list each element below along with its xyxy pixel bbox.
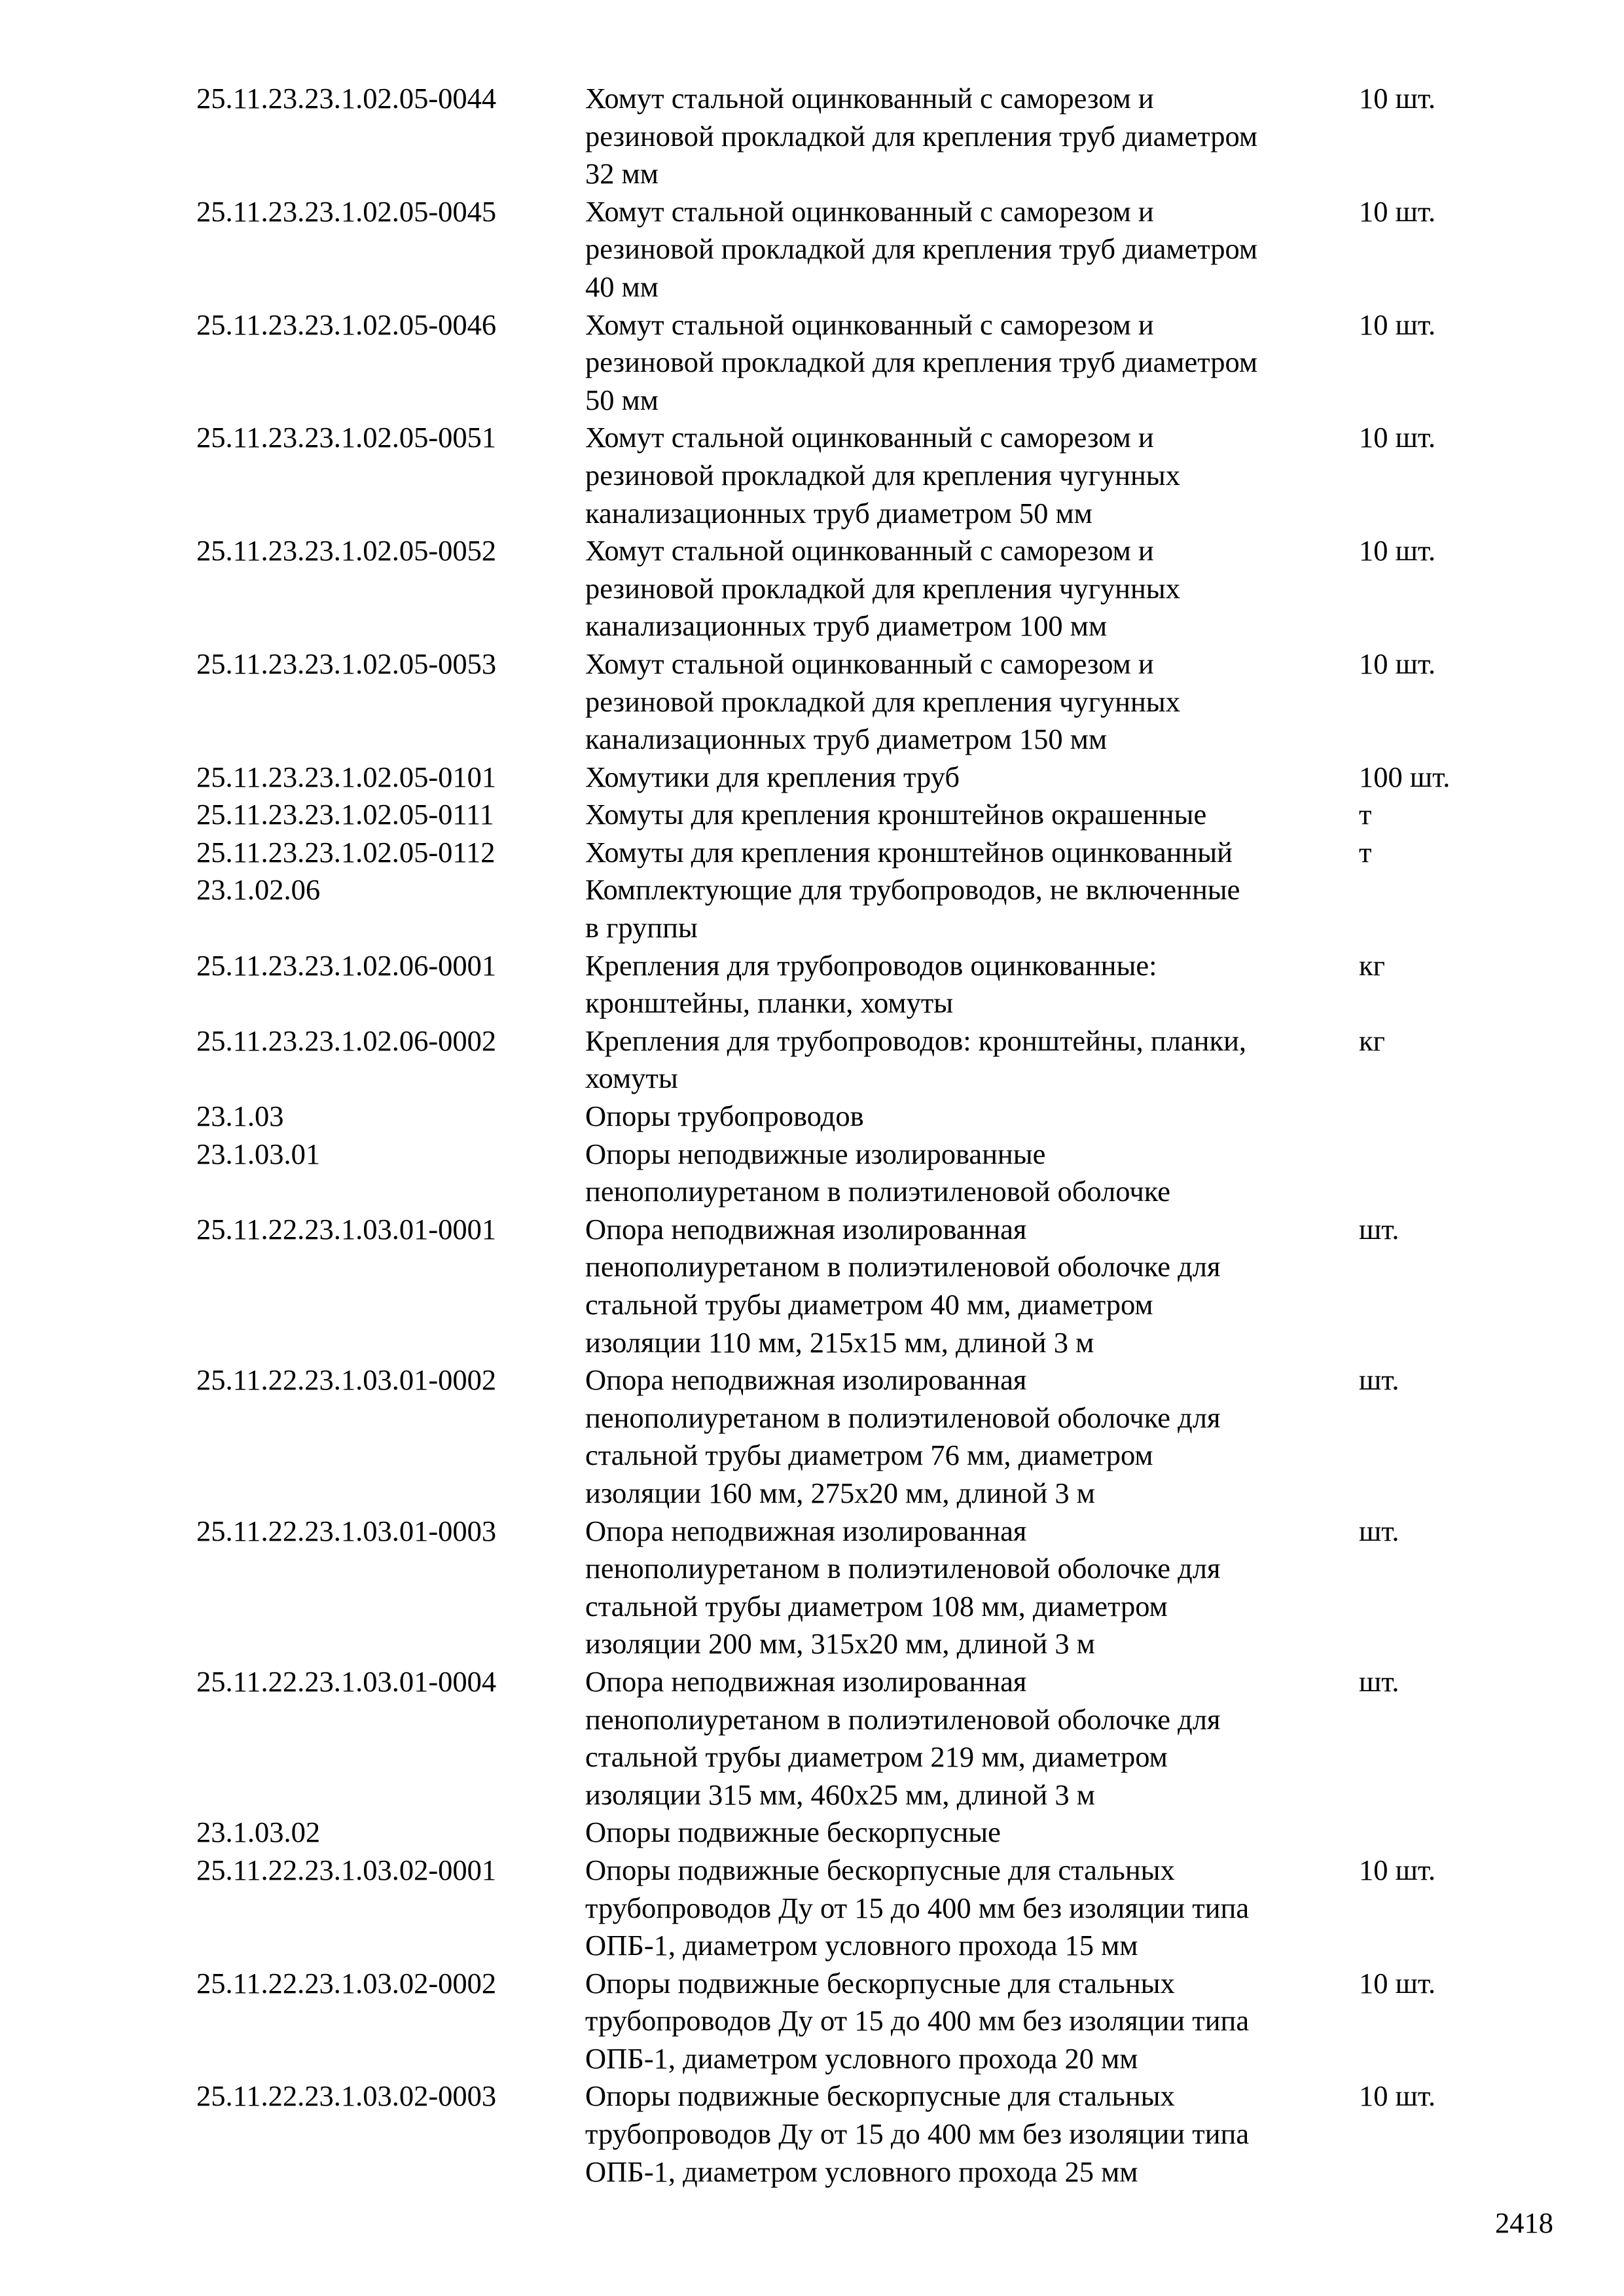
item-code: 25.11.23.23.1.02.05-0111 — [196, 798, 494, 831]
table-row — [196, 796, 1506, 834]
table-row — [196, 1136, 1506, 1211]
item-name: Опора неподвижная изолированная пенополиуретаном в полиэтиленовой оболочке для стальной трубы диаметром 76 мм, диаметром изоляции 160 мм, 275х20 мм, длиной 3 м — [585, 1363, 1221, 1509]
table-row — [196, 759, 1506, 797]
item-code: 25.11.23.23.1.02.05-0052 — [196, 534, 497, 567]
table-row — [196, 1663, 1506, 1814]
table-row — [196, 80, 1506, 193]
item-name: Опора неподвижная изолированная пенополиуретаном в полиэтиленовой оболочке для стальной трубы диаметром 40 мм, диаметром изоляции 110 мм, 215х15 мм, длиной 3 м — [585, 1212, 1221, 1359]
item-unit: кг — [1359, 948, 1385, 982]
item-code: 23.1.03.02 — [196, 1816, 321, 1849]
item-code: 25.11.22.23.1.03.01-0002 — [196, 1363, 497, 1397]
table-row — [196, 645, 1506, 759]
item-code: 25.11.22.23.1.03.02-0003 — [196, 2079, 497, 2113]
catalog-table — [196, 80, 1506, 2191]
item-unit: 10 шт. — [1359, 1966, 1436, 2000]
item-unit: 10 шт. — [1359, 1853, 1436, 1886]
item-unit: кг — [1359, 1024, 1385, 1057]
item-name: Крепления для трубопроводов оцинкованные: кронштейны, планки, хомуты — [585, 948, 1157, 1020]
table-row — [196, 871, 1506, 946]
item-unit: т — [1359, 835, 1372, 869]
item-name: Хомуты для крепления кронштейнов оцинкованный — [585, 835, 1233, 869]
item-code: 25.11.23.23.1.02.05-0053 — [196, 647, 497, 680]
item-unit: шт. — [1359, 1363, 1399, 1397]
item-code: 25.11.22.23.1.03.01-0004 — [196, 1664, 497, 1698]
item-name: Опоры подвижные бескорпусные для стальных трубопроводов Ду от 15 до 400 мм без изоляции типа ОПБ-1, диаметром условного прохода 15 мм — [585, 1853, 1250, 1962]
item-name: Комплектующие для трубопроводов, не включенные в группы — [585, 873, 1240, 944]
item-unit: 10 шт. — [1359, 308, 1436, 341]
item-code: 25.11.22.23.1.03.02-0002 — [196, 1966, 497, 2000]
table-row — [196, 1965, 1506, 2078]
item-unit: шт. — [1359, 1514, 1399, 1547]
item-code: 25.11.23.23.1.02.05-0101 — [196, 760, 497, 793]
item-unit: 10 шт. — [1359, 2079, 1436, 2113]
item-name: Опора неподвижная изолированная пенополиуретаном в полиэтиленовой оболочке для стальной трубы диаметром 219 мм, диаметром изоляции 315 мм, 460х25 мм, длиной 3 м — [585, 1664, 1221, 1811]
table-row — [196, 1361, 1506, 1512]
item-code: 23.1.03 — [196, 1100, 284, 1133]
table-row — [196, 1513, 1506, 1663]
item-name: Хомут стальной оцинкованный с саморезом и резиновой прокладкой для крепления чугунных канализационных труб диаметром 150 мм — [585, 647, 1180, 756]
item-unit: 10 шт. — [1359, 647, 1436, 680]
table-row — [196, 947, 1506, 1022]
item-name: Опоры подвижные бескорпусные — [585, 1816, 1001, 1849]
item-name: Крепления для трубопроводов: кронштейны, планки, хомуты — [585, 1024, 1247, 1095]
table-row — [196, 1211, 1506, 1361]
item-code: 25.11.22.23.1.03.01-0001 — [196, 1212, 497, 1246]
item-name: Хомут стальной оцинкованный с саморезом и резиновой прокладкой для крепления труб диаметром 50 мм — [585, 308, 1258, 416]
table-row — [196, 1098, 1506, 1136]
item-code: 25.11.23.23.1.02.05-0046 — [196, 308, 497, 341]
item-unit: 10 шт. — [1359, 421, 1436, 454]
table-row — [196, 1852, 1506, 1965]
item-code: 25.11.23.23.1.02.06-0001 — [196, 948, 497, 982]
item-unit: 10 шт. — [1359, 534, 1436, 567]
table-row — [196, 1814, 1506, 1852]
item-name: Хомут стальной оцинкованный с саморезом и резиновой прокладкой для крепления чугунных канализационных труб диаметром 50 мм — [585, 421, 1180, 529]
page-number: 2418 — [1495, 2206, 1553, 2239]
item-name: Опоры подвижные бескорпусные для стальных трубопроводов Ду от 15 до 400 мм без изоляции типа ОПБ-1, диаметром условного прохода 20 мм — [585, 1966, 1250, 2075]
item-name: Хомут стальной оцинкованный с саморезом и резиновой прокладкой для крепления труб диаметром 40 мм — [585, 194, 1258, 303]
item-code: 23.1.02.06 — [196, 873, 321, 906]
item-name: Хомутики для крепления труб — [585, 760, 960, 793]
item-code: 23.1.03.01 — [196, 1137, 321, 1170]
item-code: 25.11.23.23.1.02.06-0002 — [196, 1024, 497, 1057]
item-name: Опоры неподвижные изолированные пенополиуретаном в полиэтиленовой оболочке — [585, 1137, 1171, 1208]
table-row — [196, 419, 1506, 532]
item-unit: т — [1359, 798, 1372, 831]
table-row — [196, 532, 1506, 645]
item-code: 25.11.23.23.1.02.05-0051 — [196, 421, 497, 454]
item-unit: шт. — [1359, 1664, 1399, 1698]
item-code: 25.11.23.23.1.02.05-0044 — [196, 82, 497, 115]
item-name: Хомут стальной оцинкованный с саморезом и резиновой прокладкой для крепления труб диаметром 32 мм — [585, 82, 1258, 190]
item-name: Опоры трубопроводов — [585, 1100, 864, 1133]
item-code: 25.11.23.23.1.02.05-0045 — [196, 194, 497, 228]
item-unit: шт. — [1359, 1212, 1399, 1246]
item-unit: 100 шт. — [1359, 760, 1451, 793]
item-code: 25.11.23.23.1.02.05-0112 — [196, 835, 496, 869]
item-code: 25.11.22.23.1.03.01-0003 — [196, 1514, 497, 1547]
table-row — [196, 306, 1506, 420]
item-code: 25.11.22.23.1.03.02-0001 — [196, 1853, 497, 1886]
item-name: Хомуты для крепления кронштейнов окрашенные — [585, 798, 1207, 831]
table-row — [196, 1022, 1506, 1098]
table-row — [196, 2077, 1506, 2191]
item-unit: 10 шт. — [1359, 194, 1436, 228]
item-name: Опоры подвижные бескорпусные для стальных трубопроводов Ду от 15 до 400 мм без изоляции типа ОПБ-1, диаметром условного прохода 25 мм — [585, 2079, 1250, 2188]
item-unit: 10 шт. — [1359, 82, 1436, 115]
table-row — [196, 834, 1506, 872]
item-name: Опора неподвижная изолированная пенополиуретаном в полиэтиленовой оболочке для стальной трубы диаметром 108 мм, диаметром изоляции 200 мм, 315х20 мм, длиной 3 м — [585, 1514, 1221, 1660]
item-name: Хомут стальной оцинкованный с саморезом и резиновой прокладкой для крепления чугунных канализационных труб диаметром 100 мм — [585, 534, 1180, 643]
table-row — [196, 193, 1506, 306]
